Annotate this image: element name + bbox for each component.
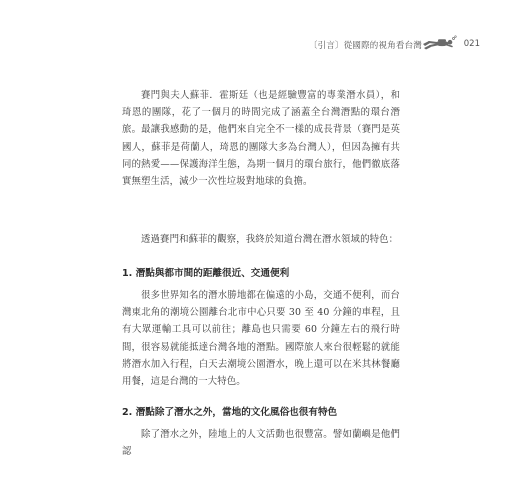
paragraph-section-2: 除了潛水之外，陸地上的人文活動也很豐富。譬如蘭嶼是他們認 <box>122 429 400 458</box>
page-number: 021 <box>463 39 480 49</box>
scuba-diver-icon <box>422 35 458 51</box>
paragraph-intro: 賽門與夫人蘇菲．霍斯廷（也是經驗豐富的專業潛水員），和琦恩的團隊，花了一個月的時間完成了涵蓋全台灣潛點的環台潛旅。最讓我感動的是，他們來自完全不一樣的成長背景（賽門是英國人，蘇菲是荷蘭人，琦恩的團隊大多為台灣人），但因為擁有共同的熱愛——保護海洋生態，為期一個月的環台旅行，他們徹底落實無塑生活，減少一次性垃圾對地球的負擔。 <box>122 90 400 188</box>
section-heading-1: 1. 潛點與都市間的距離很近、交通便利 <box>122 268 290 279</box>
paragraph-section-1: 很多世界知名的潛水勝地都在偏遠的小島，交通不便利，而台灣東北角的潮境公園離台北市中心只要 30 至 40 分鐘的車程，且有大眾運輸工具可以前往；離島也只需要 60 分鐘左右的飛行時間，很容易就能抵達台灣各地的潛點。國際旅人來台很輕鬆的就能將潛水加入行程，白天去潮境公園潛水，晚上還可以在米其林餐廳用餐，這是台灣的一大特色。 <box>122 290 400 388</box>
section-heading-2: 2. 潛點除了潛水之外，當地的文化風俗也很有特色 <box>122 407 338 418</box>
paragraph-observation: 透過賽門和蘇菲的觀察，我終於知道台灣在潛水領域的特色： <box>141 234 399 245</box>
running-header: 〔引言〕從國際的視角看台灣 <box>308 41 422 51</box>
